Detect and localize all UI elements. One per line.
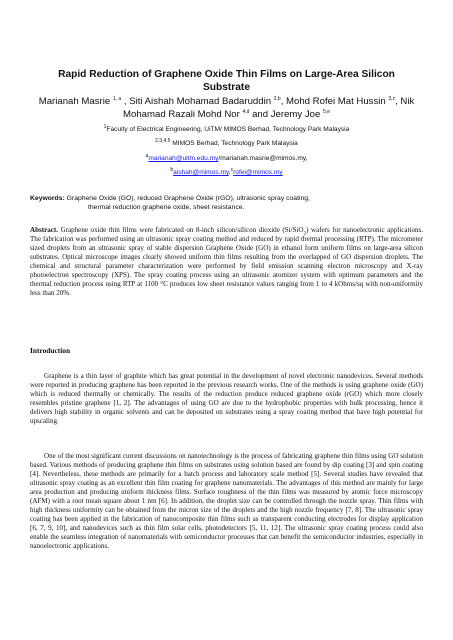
- affiliation-superscript: 1: [103, 123, 107, 130]
- abstract: [30, 226, 423, 298]
- email-line-2: [30, 168, 423, 177]
- author-superscript: 1, a: [112, 95, 122, 102]
- keywords-label: Keywords:: [30, 195, 65, 202]
- intro-paragraph-1: Graphene is a thin layer of graphite which has great potential in the development of novel electronic nanodevices. Several methods were reported in producing graphene has been reported in the previous research works. One of the methods is using graphene oxide (GO) which is reduced thermally or chemically. The results of the reduction produce reduced graphene oxide (rGO) which more closely resembles pristine graphene [1, 2]. The advantages of using GO are due to the hydrophobic properties with bulk processing, hence it delivers high stability in organic solvents and can be deposited on substrates using a spray coating method that have high potential for upscaling.: [30, 372, 423, 426]
- abstract-text: Graphene oxide thin films were fabricated on 8-inch silicon/silicon dioxide (Si/SiO: [58, 226, 304, 234]
- email-line-1: [30, 154, 423, 163]
- author-name: Marianah Masrie: [38, 96, 113, 107]
- author-superscript: 5,e: [323, 108, 330, 115]
- affiliation-2: [30, 139, 423, 148]
- abstract-label: Abstract.: [30, 226, 58, 234]
- email-link[interactable]: marianah@uitm.edu.my: [148, 155, 219, 162]
- keywords-text-cont: thermal reduction graphene oxide, sheet resistance.: [88, 204, 245, 211]
- author-superscript: 2,b: [273, 95, 281, 102]
- subscript: 2: [303, 231, 307, 237]
- author-superscript: 4,d: [242, 108, 250, 115]
- intro-paragraph-2: One of the most significant current discussions on nanotechnology is the process of fabricating graphene thin films using GO solution based. Various methods of producing graphene thin films on substrates using solution based are found by dip coating [3] and spin coating [4]. Nevertheless, these methods are primarily for a batch process and laboratory scale method [5]. Several studies have revealed that ultrasonic spray coating as an excellent thin film coating for graphene nanomaterials. The advantages of this method are mainly for large area production and producing uniform thickness films. Surface roughness of the thin films was measured by atomic force microscopy (AFM) with a root mean square about 1 nm [6]. In addition, the droplet size can be controlled through the nozzle spray. Thin films with high thickness uniformity can be obtained from the micron size of the droplets and the high nozzle frequency [7, 8]. The ultrasonic spray coating has been applied in the fabrication of nanocomposite thin films such as transparent conducting electrodes for display application [6, 7, 9, 10], and nanodevices such as thin film solar cells, photodetectors [5, 11, 12]. The ultrasonic spray coating process could also enable the seamless integration of nanomaterials with semiconductor processes that can benefit the semiconductor industries, especially in nanoelectronic applications.: [30, 452, 423, 551]
- affiliation-1: [30, 125, 423, 134]
- email-superscript: b: [170, 166, 174, 173]
- email-superscript: a: [145, 152, 149, 159]
- email-superscript: c: [230, 166, 234, 173]
- section-heading: Introduction: [30, 346, 71, 355]
- keywords-text: Graphene Oxide (GO), reduced Graphene Oxide (rGO), ultrasonic spray coating,: [64, 195, 310, 202]
- email-link[interactable]: rofei@mimos.my: [233, 169, 283, 176]
- author-name: , Siti Aishah Mohamad Badaruddin: [121, 96, 274, 107]
- keywords-block: [30, 194, 420, 212]
- affiliation-text: MIMOS Berhad, Technology Park Malaysia: [170, 140, 298, 147]
- email-text: /marianah.masrie@mimos.my,: [218, 155, 308, 162]
- abstract-text-cont: ) wafers for nanoelectronic applications. The fabrication was performed using an ultrasonic spray coating method and reduced by rapid thermal processing (RTP). The micrometer sized droplets from an ultrasonic spray of stable dispersion Graphene Oxide (GO) in ethanol form uniform films on large-area silicon substrates. Optical microscope images clearly showed uniform thin films resulting from the overlapped of GO dispersion droplets. The chemical and structural parameter characterization were performed by field emission scanning electron microscopy and X-ray photoelectron spectroscopy (XPS). The spray coating process using an ultrasonic atomizer system with optimum parameters and the thermal reduction process using RTP at 1100 °C produces low sheet resistance values ranging from 1 to 4 kOhms/sq with non-uniformity less than 20%.: [30, 226, 423, 298]
- author-name: , Mohd Rofei Mat Hussin: [280, 96, 389, 107]
- paper-title: Rapid Reduction of Graphene Oxide Thin Films on Large-Area Silicon Substrate: [58, 69, 395, 93]
- author-name: , Nik Mohamad Razali Mohd Nor: [123, 96, 415, 120]
- author-list: [30, 96, 423, 121]
- author-name: and Jeremy Joe: [249, 108, 324, 120]
- affiliation-superscript: 2,3,4,5: [155, 137, 171, 144]
- email-separator: ,: [228, 169, 231, 176]
- affiliation-text: Faculty of Electrical Engineering, UiTM/ MIMOS Berhad, Technology Park Malaysia: [106, 126, 350, 133]
- author-superscript: 3,c: [388, 95, 396, 102]
- email-link[interactable]: aishah@mimos.my: [173, 169, 229, 176]
